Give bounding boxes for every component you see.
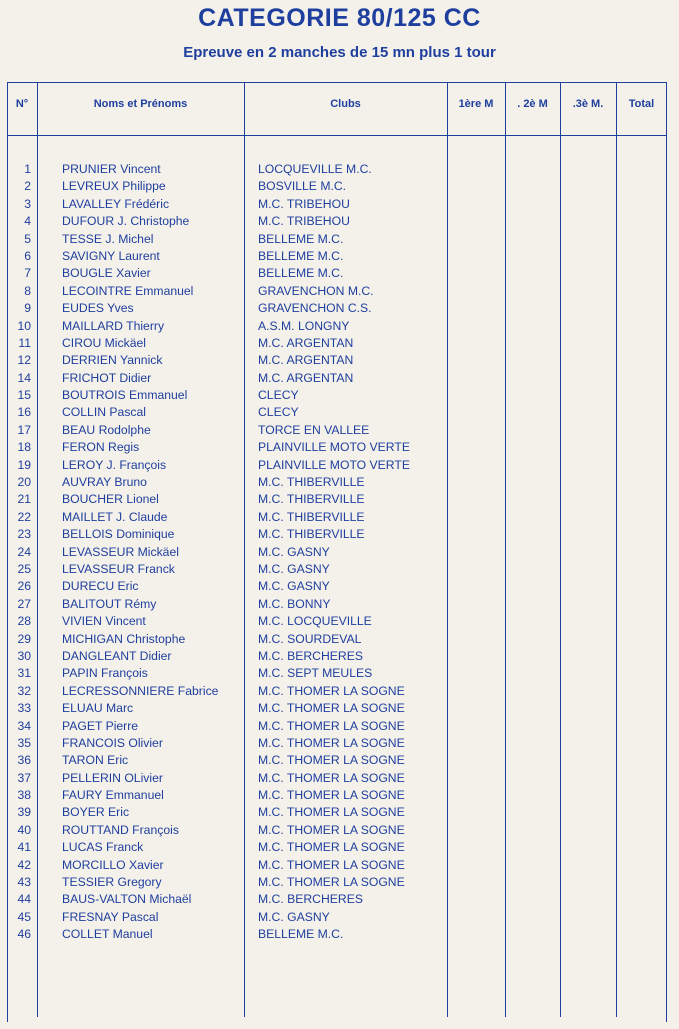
rider-number: 7 — [24, 266, 31, 281]
table-row — [0, 770, 679, 787]
rider-number: 10 — [17, 318, 31, 333]
rider-number: 5 — [24, 231, 31, 246]
rider-club: M.C. TRIBEHOU — [258, 214, 350, 229]
rider-name: MAILLET J. Claude — [62, 509, 168, 524]
rider-number: 19 — [17, 457, 31, 472]
rider-name: BAUS-VALTON Michaël — [62, 892, 192, 907]
rider-club: M.C. GASNY — [258, 544, 330, 559]
table-row — [0, 300, 679, 317]
rider-number: 42 — [17, 857, 31, 872]
rider-club: PLAINVILLE MOTO VERTE — [258, 440, 410, 455]
rider-name: PRUNIER Vincent — [62, 162, 161, 176]
rider-club: M.C. THOMER LA SOGNE — [258, 788, 405, 803]
rider-club: M.C. THIBERVILLE — [258, 527, 365, 542]
rider-number: 23 — [17, 527, 31, 542]
rider-number: 30 — [17, 648, 31, 663]
rider-number: 9 — [24, 301, 31, 316]
rider-name: PELLERIN OLivier — [62, 770, 163, 785]
rider-club: LOCQUEVILLE M.C. — [258, 162, 372, 176]
rider-number: 43 — [17, 875, 31, 890]
rider-club: M.C. THOMER LA SOGNE — [258, 875, 405, 890]
rider-name: BOUGLE Xavier — [62, 266, 151, 281]
table-row — [0, 909, 679, 926]
rider-club: BELLEME M.C. — [258, 248, 344, 263]
header-manche-1: 1ère M — [458, 98, 494, 110]
rider-name: LECOINTRE Emmanuel — [62, 283, 194, 298]
rider-name: LECRESSONNIERE Fabrice — [62, 683, 219, 698]
table-row — [0, 544, 679, 561]
rider-number: 39 — [17, 805, 31, 820]
rider-name: LEROY J. François — [62, 457, 167, 472]
rider-name: MICHIGAN Christophe — [62, 631, 186, 646]
rider-name: DURECU Eric — [62, 579, 139, 594]
table-row — [0, 665, 679, 682]
results-table-body — [0, 161, 679, 944]
table-row — [0, 491, 679, 508]
rider-club: M.C. GASNY — [258, 579, 330, 594]
rider-club: M.C. SEPT MEULES — [258, 666, 373, 681]
rider-club: M.C. GASNY — [258, 909, 330, 924]
rider-name: VIVIEN Vincent — [62, 614, 146, 629]
rider-name: LUCAS Franck — [62, 840, 144, 855]
rider-number: 45 — [17, 909, 31, 924]
table-row — [0, 283, 679, 300]
header-manche-3: .3è M. — [572, 98, 604, 110]
table-row — [0, 561, 679, 578]
rider-name: COLLET Manuel — [62, 927, 153, 942]
rider-club: BELLEME M.C. — [258, 927, 344, 942]
rider-club: M.C. THOMER LA SOGNE — [258, 805, 405, 820]
rider-club: M.C. BERCHERES — [258, 892, 363, 907]
rider-name: FRANCOIS Olivier — [62, 735, 163, 750]
rider-number: 44 — [17, 892, 31, 907]
rider-number: 25 — [17, 561, 31, 576]
rider-name: TESSE J. Michel — [62, 231, 154, 246]
rider-number: 2 — [24, 179, 31, 194]
table-row — [0, 178, 679, 195]
rider-name: DUFOUR J. Christophe — [62, 214, 190, 229]
rider-name: TARON Eric — [62, 753, 129, 768]
rider-name: BOYER Eric — [62, 805, 130, 820]
table-row — [0, 231, 679, 248]
rider-club: M.C. THOMER LA SOGNE — [258, 701, 405, 716]
rider-club: M.C. THOMER LA SOGNE — [258, 770, 405, 785]
page-title: CATEGORIE 80/125 CC — [198, 4, 481, 32]
table-row — [0, 926, 679, 943]
rider-club: M.C. THIBERVILLE — [258, 509, 365, 524]
rider-number: 31 — [17, 666, 31, 681]
rider-number: 1 — [24, 162, 31, 176]
rider-name: BOUCHER Lionel — [62, 492, 159, 507]
rider-club: BELLEME M.C. — [258, 266, 344, 281]
table-row — [0, 752, 679, 769]
rider-number: 41 — [17, 840, 31, 855]
header-manche-2: . 2è M — [517, 98, 548, 110]
rider-name: BOUTROIS Emmanuel — [62, 388, 188, 403]
rider-number: 38 — [17, 788, 31, 803]
rider-club: M.C. SOURDEVAL — [258, 631, 362, 646]
rider-club: M.C. THOMER LA SOGNE — [258, 718, 405, 733]
rider-club: TORCE EN VALLEE — [258, 422, 370, 437]
table-row — [0, 352, 679, 369]
header-divider — [7, 135, 667, 136]
table-row — [0, 248, 679, 265]
rider-number: 18 — [17, 440, 31, 455]
table-row — [0, 196, 679, 213]
rider-club: M.C. THOMER LA SOGNE — [258, 822, 405, 837]
table-row — [0, 439, 679, 456]
rider-number: 24 — [17, 544, 31, 559]
table-row — [0, 370, 679, 387]
rider-number: 17 — [17, 422, 31, 437]
rider-club: M.C. BONNY — [258, 596, 331, 611]
rider-name: EUDES Yves — [62, 301, 134, 316]
rider-number: 28 — [17, 614, 31, 629]
page-subtitle: Epreuve en 2 manches de 15 mn plus 1 tour — [183, 44, 496, 61]
table-row — [0, 509, 679, 526]
table-row — [0, 457, 679, 474]
rider-name: FRICHOT Didier — [62, 370, 152, 385]
rider-number: 36 — [17, 753, 31, 768]
rider-number: 35 — [17, 735, 31, 750]
rider-number: 34 — [17, 718, 31, 733]
table-row — [0, 874, 679, 891]
rider-club: CLECY — [258, 405, 299, 420]
header-total: Total — [628, 98, 655, 110]
table-row — [0, 265, 679, 282]
table-row — [0, 787, 679, 804]
table-row — [0, 804, 679, 821]
rider-number: 11 — [18, 335, 31, 350]
rider-club: A.S.M. LONGNY — [258, 318, 350, 333]
rider-number: 26 — [17, 579, 31, 594]
rider-number: 27 — [17, 596, 31, 611]
rider-number: 15 — [17, 388, 31, 403]
rider-name: ELUAU Marc — [62, 701, 134, 716]
rider-number: 29 — [17, 631, 31, 646]
table-row — [0, 318, 679, 335]
rider-name: LAVALLEY Frédéric — [62, 196, 170, 211]
table-row — [0, 335, 679, 352]
rider-name: FERON Regis — [62, 440, 140, 455]
rider-club: GRAVENCHON M.C. — [258, 283, 374, 298]
table-row — [0, 474, 679, 491]
table-row — [0, 891, 679, 908]
table-row — [0, 404, 679, 421]
rider-number: 21 — [17, 492, 31, 507]
rider-club: M.C. BERCHERES — [258, 648, 363, 663]
table-row — [0, 161, 679, 178]
rider-club: PLAINVILLE MOTO VERTE — [258, 457, 410, 472]
rider-number: 4 — [24, 214, 31, 229]
table-row — [0, 422, 679, 439]
rider-number: 6 — [24, 248, 31, 263]
table-row — [0, 631, 679, 648]
rider-club: M.C. THOMER LA SOGNE — [258, 857, 405, 872]
rider-name: BEAU Rodolphe — [62, 422, 151, 437]
rider-name: DANGLEANT Didier — [62, 648, 172, 663]
rider-club: M.C. THOMER LA SOGNE — [258, 753, 405, 768]
rider-name: BELLOIS Dominique — [62, 527, 175, 542]
rider-name: FRESNAY Pascal — [62, 909, 159, 924]
rider-club: M.C. THOMER LA SOGNE — [258, 840, 405, 855]
rider-name: COLLIN Pascal — [62, 405, 146, 420]
rider-name: PAGET Pierre — [62, 718, 139, 733]
rider-name: CIROU Mickäel — [62, 335, 146, 350]
rider-name: PAPIN François — [62, 666, 148, 681]
table-row — [0, 648, 679, 665]
rider-name: ROUTTAND François — [62, 822, 179, 837]
table-row — [0, 700, 679, 717]
rider-club: M.C. LOCQUEVILLE — [258, 614, 372, 629]
rider-club: M.C. THIBERVILLE — [258, 475, 365, 490]
rider-number: 3 — [24, 196, 31, 211]
rider-number: 14 — [17, 370, 31, 385]
rider-name: MAILLARD Thierry — [62, 318, 165, 333]
rider-number: 37 — [17, 770, 31, 785]
table-row — [0, 822, 679, 839]
rider-club: M.C. ARGENTAN — [258, 370, 354, 385]
rider-club: M.C. THIBERVILLE — [258, 492, 365, 507]
rider-name: MORCILLO Xavier — [62, 857, 164, 872]
rider-number: 32 — [17, 683, 31, 698]
rider-club: M.C. TRIBEHOU — [258, 196, 350, 211]
rider-number: 20 — [17, 475, 31, 490]
table-row — [0, 213, 679, 230]
rider-number: 46 — [17, 927, 31, 942]
rider-club: M.C. THOMER LA SOGNE — [258, 683, 405, 698]
table-row — [0, 578, 679, 595]
rider-number: 40 — [17, 822, 31, 837]
rider-name: SAVIGNY Laurent — [62, 248, 160, 263]
header-club: Clubs — [330, 98, 361, 110]
header-num: N° — [15, 98, 29, 110]
rider-name: DERRIEN Yannick — [62, 353, 163, 368]
rider-number: 33 — [17, 701, 31, 716]
table-row — [0, 735, 679, 752]
table-row — [0, 526, 679, 543]
rider-number: 8 — [24, 283, 31, 298]
rider-club: CLECY — [258, 388, 299, 403]
table-row — [0, 387, 679, 404]
rider-name: TESSIER Gregory — [62, 875, 162, 890]
rider-number: 16 — [17, 405, 31, 420]
rider-number: 22 — [17, 509, 31, 524]
table-row — [0, 857, 679, 874]
rider-club: M.C. GASNY — [258, 561, 330, 576]
rider-name: BALITOUT Rémy — [62, 596, 157, 611]
rider-number: 12 — [17, 353, 31, 368]
table-row — [0, 596, 679, 613]
table-row — [0, 683, 679, 700]
rider-name: AUVRAY Bruno — [62, 475, 147, 490]
rider-name: FAURY Emmanuel — [62, 788, 164, 803]
header-name: Noms et Prénoms — [93, 98, 188, 110]
rider-name: LEVASSEUR Franck — [62, 561, 175, 576]
table-row — [0, 718, 679, 735]
rider-club: M.C. THOMER LA SOGNE — [258, 735, 405, 750]
rider-club: BOSVILLE M.C. — [258, 179, 347, 194]
rider-club: M.C. ARGENTAN — [258, 335, 354, 350]
rider-club: BELLEME M.C. — [258, 231, 344, 246]
rider-club: M.C. ARGENTAN — [258, 353, 354, 368]
rider-name: LEVASSEUR Mickäel — [62, 544, 179, 559]
rider-club: GRAVENCHON C.S. — [258, 301, 372, 316]
rider-name: LEVREUX Philippe — [62, 179, 166, 194]
table-row — [0, 839, 679, 856]
table-row — [0, 613, 679, 630]
